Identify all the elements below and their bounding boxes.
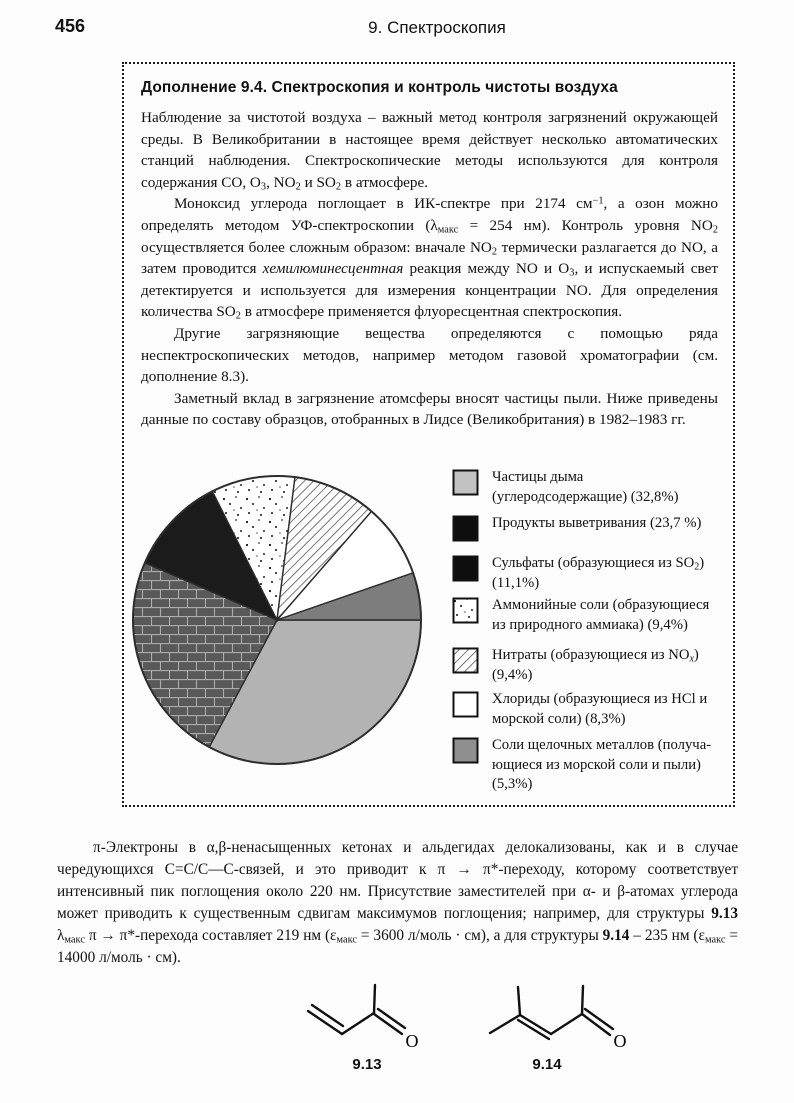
legend-label: Нитраты (образующиеся из $NO_x$) (9,4%) [492, 647, 699, 683]
legend-item [452, 646, 720, 685]
legend-swatch-icon [452, 469, 479, 496]
legend-item [452, 736, 720, 795]
oxygen-label: O [613, 1031, 627, 1051]
structure-9-14 [478, 980, 648, 1055]
legend-item [452, 514, 720, 542]
legend-swatch-icon [452, 555, 479, 582]
supplement-title: Дополнение 9.4. Спектроскопия и контроль чистоты воздуха [141, 79, 618, 96]
legend-label: Частицы дыма (углеродсодержащие) (32,8%) [492, 469, 679, 505]
legend-label: Хлориды (образующиеся из HCl и морской соли) (8,3%) [492, 691, 708, 727]
legend-swatch-icon [452, 691, 479, 718]
legend-label: Аммонийные соли (образующиеся из природного аммиака) (9,4%) [492, 597, 710, 633]
legend-label: Соли щелочных металлов (получа- ющиеся из морской соли и пыли) (5,3%) [492, 737, 712, 792]
structure-caption-9-14: 9.14 [532, 1056, 562, 1073]
chapter-title: 9. Спектроскопия [368, 18, 506, 37]
legend-item [452, 554, 720, 593]
structure-caption-9-13: 9.13 [352, 1056, 382, 1073]
legend-swatch-icon [452, 515, 479, 542]
legend-item [452, 468, 720, 507]
legend-swatch-icon [452, 737, 479, 764]
paragraph-4: Заметный вклад в загрязнение атомсферы вносят частицы пыли. Ниже приведены данные по составу образцов, отобранных в Лидсе (Великобритания) в 1982–1983 гг. [141, 389, 718, 429]
pie-chart [129, 472, 425, 772]
paragraph-2: Моноксид углерода поглощает в ИК-спектре при 2174 $см^{-1}$, а озон можно определять методом УФ-спектроскопии ($\lambda_{макс} = 254$ нм). Контроль уровня $NO_2$ осуществляется более сложным образом: вначале $NO_2$ термически разлагается до NO, а затем проводится хемилюминесцентная реакция между NO и $O_3$, и испускаемый свет детектируется и используется для измерения концентрации NO. Для определения количества $SO_2$ в атмосфере применяется флуоресцентная спектроскопия. [141, 195, 718, 322]
legend-label: Сульфаты (образующиеся из $SO_2$) (11,1%) [492, 555, 705, 591]
paragraph-1: Наблюдение за чистотой воздуха – важный метод контроля загрязнений окружающей среды. В Великобритании в настоящее время действует несколько автоматических станций наблюдения. Спектроскопические методы используются для контроля содержания CO, $O_3$, $NO_2$ и $SO_2$ в атмосфере. [141, 109, 718, 193]
page-number: 456 [55, 16, 86, 36]
legend-label: Продукты выветривания (23,7 %) [492, 515, 702, 531]
paragraph-3: Другие загрязняющие вещества определяются с помощью ряда неспектроскопических методов, например методом газовой хроматографии (см. дополнение 8.3). [141, 324, 718, 386]
legend-item [452, 596, 720, 635]
oxygen-label: O [405, 1031, 419, 1051]
legend-swatch-icon [452, 647, 479, 674]
supplement-box [122, 62, 735, 807]
after-box-paragraph: π-Электроны в α,β-ненасыщенных кетонах и альдегидах делокализованы, как и в случае чередующихся C=C/C—C-связей, и это приводит к π → π*-переходу, которому соответствует интенсивный пик поглощения около 220 нм. Присутствие заместителей при α- и β-атомах углерода может приводить к существенным сдвигам максимумов поглощения; например, для структуры 9.13 $\lambda_{макс}$ π → π*-перехода составляет 219 нм ($\varepsilon_{макс} = 3600$ л/моль · см), а для структуры 9.14 – 235 нм ($\varepsilon_{макс} = 14000$ л/моль · см). [57, 839, 739, 967]
structure-9-13 [298, 980, 428, 1055]
pie-figure [141, 464, 720, 799]
legend-item [452, 690, 720, 729]
legend-swatch-icon [452, 597, 479, 624]
pie-slices [133, 476, 421, 764]
